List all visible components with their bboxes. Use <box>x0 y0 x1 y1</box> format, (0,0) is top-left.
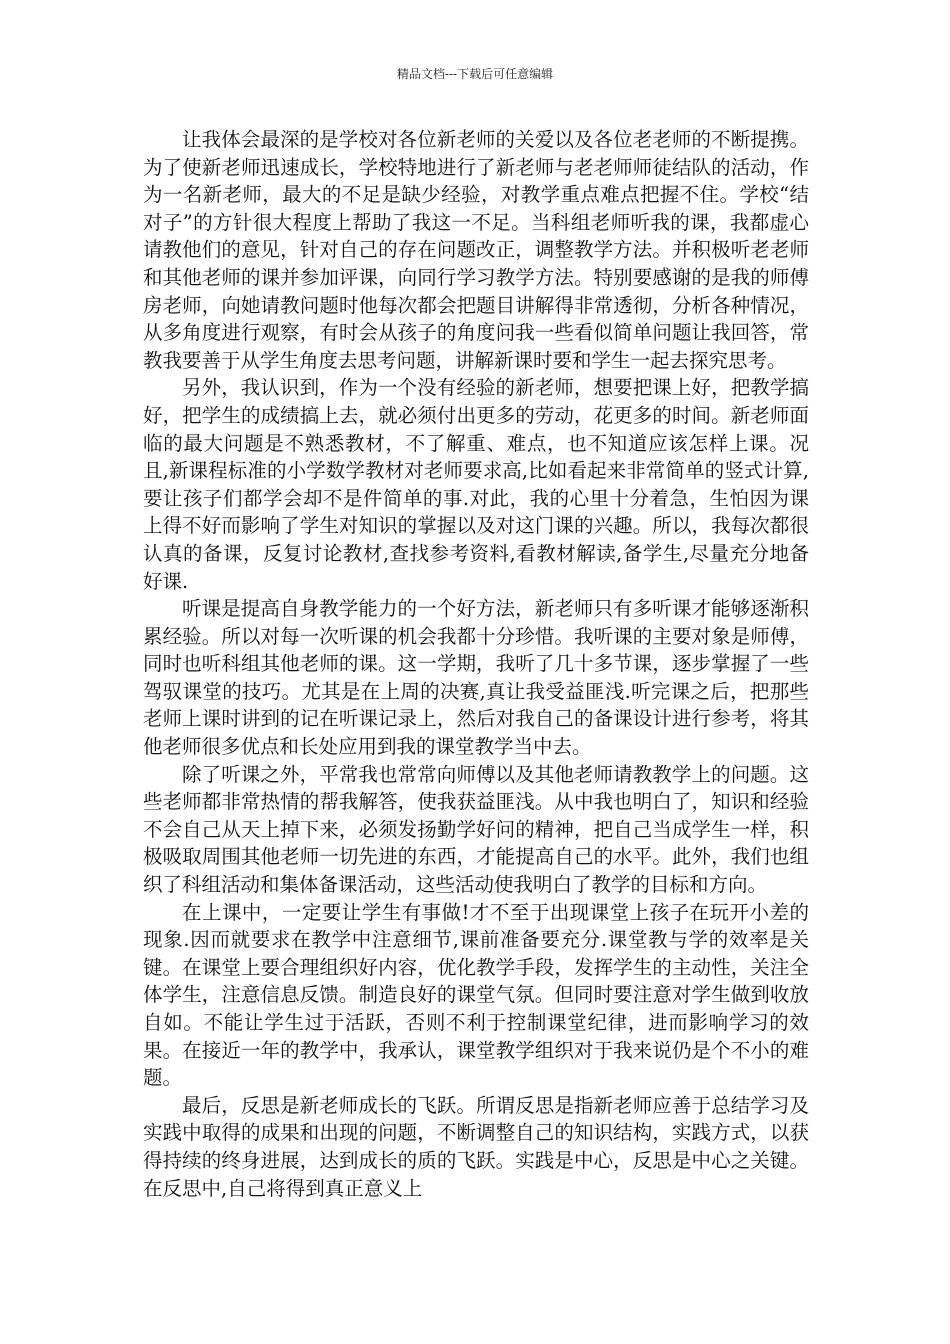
paragraph-2: 另外，我认识到，作为一个没有经验的新老师，想要把课上好，把教学搞好，把学生的成绩搞上去，就必须付出更多的劳动，花更多的时间。新老师面临的最大问题是不熟悉教材，不了解重、难点，也不知道应该怎样上课。况且,新课程标准的小学数学教材对老师要求高,比如看起来非常简单的竖式计算,要让孩子们都学会却不是件简单的事.对此，我的心里十分着急，生怕因为课上得不好而影响了学生对知识的掌握以及对这门课的兴趣。所以，我每次都很认真的备课，反复讨论教材,查找参考资料,看教材解读,备学生,尽量充分地备好课. <box>143 376 809 593</box>
document-body <box>143 126 809 1202</box>
paragraph-6: 最后，反思是新老师成长的飞跃。所谓反思是指新老师应善于总结学习及实践中取得的成果和出现的问题，不断调整自己的知识结构，实践方式，以获得持续的终身进展，达到成长的质的飞跃。实践是中心，反思是中心之关键。在反思中,自己将得到真正意义上 <box>143 1093 809 1200</box>
paragraph-5: 在上课中，一定要让学生有事做!才不至于出现课堂上孩子在玩开小差的现象.因而就要求在教学中注意细节,课前准备要充分.课堂教与学的效率是关键。在课堂上要合理组织好内容，优化教学手段，发挥学生的主动性，关注全体学生，注意信息反馈。制造良好的课堂气氛。但同时要注意对学生做到收放自如。不能让学生过于活跃，否则不利于控制课堂纪律，进而影响学习的效果。在接近一年的教学中，我承认，课堂教学组织对于我来说仍是个不小的难题。 <box>143 900 809 1090</box>
paragraph-3: 听课是提高自身教学能力的一个好方法，新老师只有多听课才能够逐渐积累经验。所以对每一次听课的机会我都十分珍惜。我听课的主要对象是师傅，同时也听科组其他老师的课。这一学期，我听了几十多节课，逐步掌握了一些驾驭课堂的技巧。尤其是在上周的决赛,真让我受益匪浅.听完课之后，把那些老师上课时讲到的记在听课记录上，然后对我自己的备课设计进行参考，将其他老师很多优点和长处应用到我的课堂教学当中去。 <box>143 597 809 759</box>
page-header: 精品文档---下载后可任意编辑 <box>396 67 554 81</box>
paragraph-1: 让我体会最深的是学校对各位新老师的关爱以及各位老老师的不断提携。为了使新老师迅速成长，学校特地进行了新老师与老老师师徒结队的活动，作为一名新老师，最大的不足是缺少经验，对教学重点难点把握不住。学校“结对子”的方针很大程度上帮助了我这一不足。当科组老师听我的课，我都虚心请教他们的意见，针对自己的存在问题改正，调整教学方法。并积极听老老师和其他老师的课并参加评课，向同行学习教学方法。特别要感谢的是我的师傅房老师，向她请教问题时他每次都会把题目讲解得非常透彻，分析各种情况，从多角度进行观察，有时会从孩子的角度问我一些看似简单问题让我回答，常教我要善于从学生角度去思考问题，讲解新课时要和学生一起去探究思考。 <box>143 128 809 372</box>
paragraph-4: 除了听课之外，平常我也常常向师傅以及其他老师请教教学上的问题。这些老师都非常热情的帮我解答，使我获益匪浅。从中我也明白了，知识和经验不会自己从天上掉下来，必须发扬勤学好问的精神，把自己当成学生一样，积极吸取周围其他老师一切先进的东西，才能提高自己的水平。此外，我们也组织了科组活动和集体备课活动，这些活动使我明白了教学的目标和方向。 <box>143 762 809 897</box>
